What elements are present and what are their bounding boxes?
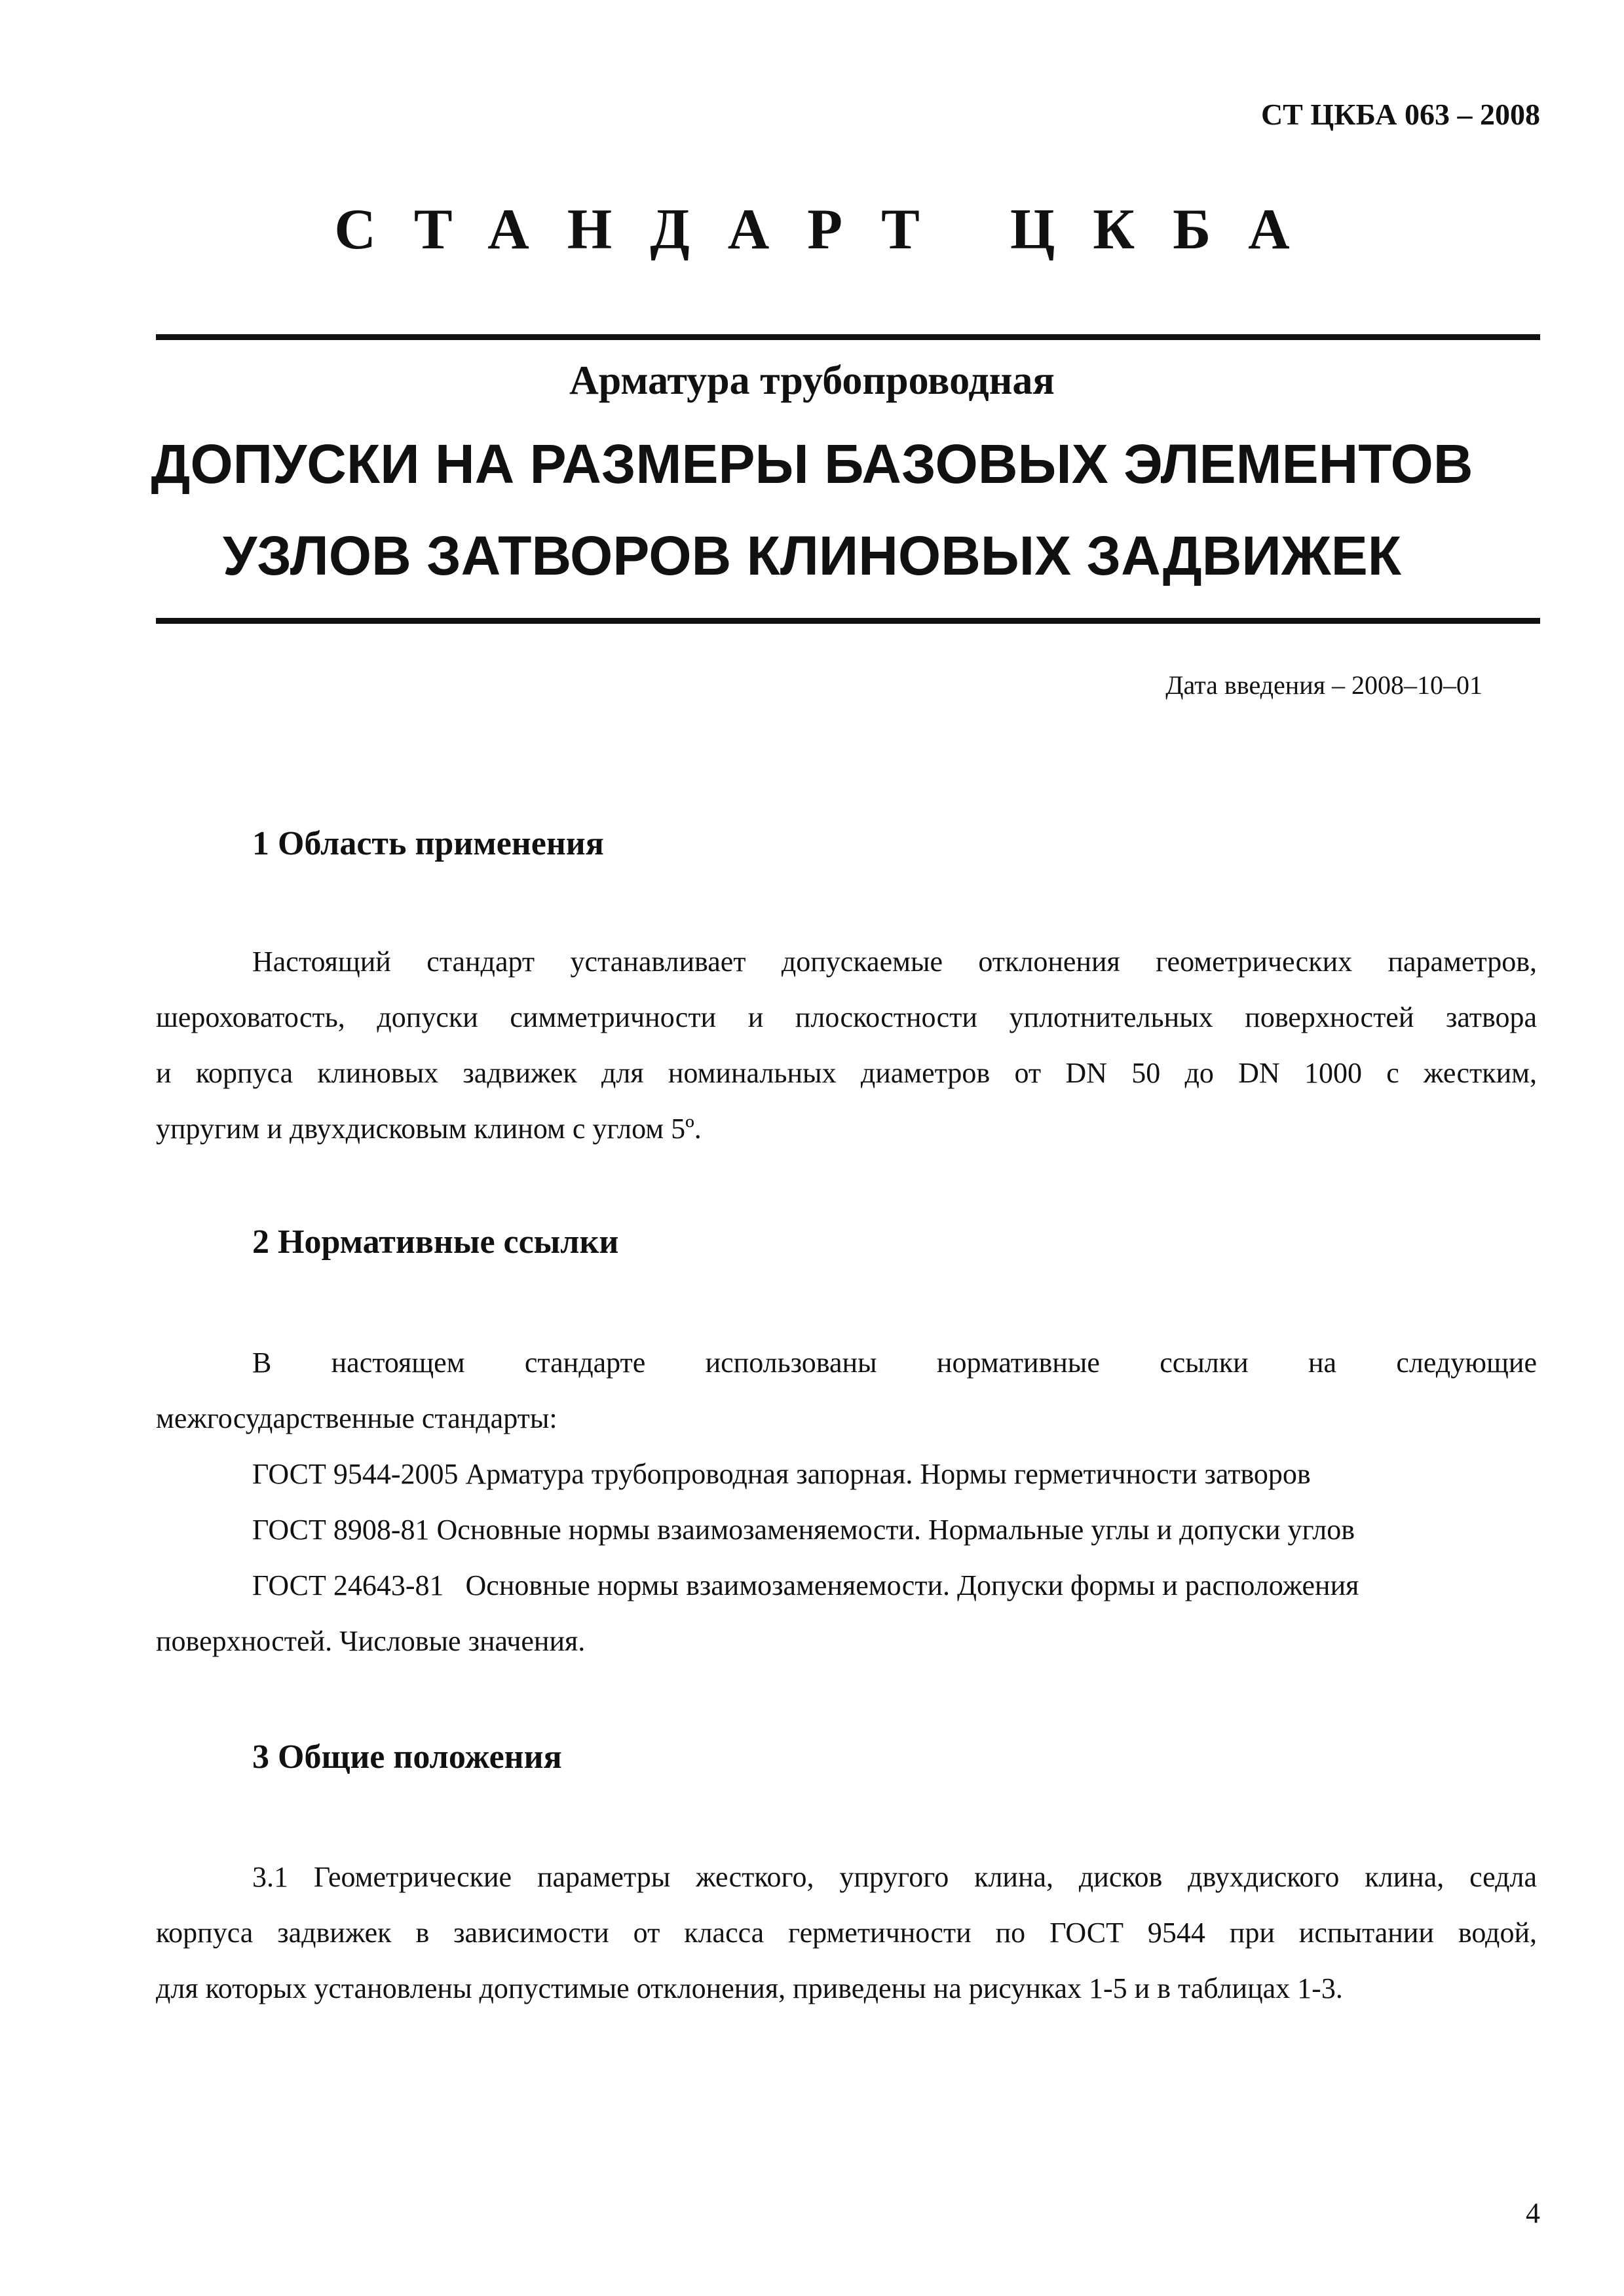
section-heading-scope: 1 Область применения bbox=[252, 825, 604, 862]
scope-paragraph-line: шероховатость, допуски симметричности и плоскостности уплотнительных поверхностей затвора bbox=[156, 1001, 1537, 1033]
scope-paragraph-line: и корпуса клиновых задвижек для номинальных диаметров от DN 50 до DN 1000 с жестким, bbox=[156, 1057, 1537, 1089]
normative-reference-continuation: поверхностей. Числовые значения. bbox=[156, 1625, 586, 1657]
main-title-line-1: ДОПУСКИ НА РАЗМЕРЫ БАЗОВЫХ ЭЛЕМЕНТОВ bbox=[151, 433, 1473, 495]
general-paragraph-line: для которых установлены допустимые отклонения, приведены на рисунках 1-5 и в таблицах 1-3. bbox=[156, 1972, 1343, 2004]
scope-paragraph-line: Настоящий стандарт устанавливает допускаемые отклонения геометрических параметров, bbox=[252, 946, 1537, 978]
title-top-rule bbox=[156, 334, 1540, 340]
introduction-date: Дата введения – 2008–10–01 bbox=[1165, 670, 1482, 700]
document-subtitle: Арматура трубопроводная bbox=[569, 358, 1055, 403]
scope-paragraph-line: упругим и двухдисковым клином с углом 5º. bbox=[156, 1113, 702, 1145]
references-intro-line: межгосударственные стандарты: bbox=[156, 1402, 557, 1434]
page-number: 4 bbox=[1526, 2197, 1540, 2229]
standard-title: СТАНДАРТ ЦКБА bbox=[334, 198, 1328, 261]
section-heading-general: 3 Общие положения bbox=[252, 1738, 562, 1776]
general-paragraph-line: 3.1 Геометрические параметры жесткого, упругого клина, дисков двухдиского клина, седла bbox=[252, 1861, 1537, 1893]
title-bottom-rule bbox=[156, 618, 1540, 624]
section-heading-references: 2 Нормативные ссылки bbox=[252, 1223, 619, 1261]
document-code: СТ ЦКБА 063 – 2008 bbox=[1260, 98, 1540, 131]
general-paragraph-line: корпуса задвижек в зависимости от класса герметичности по ГОСТ 9544 при испытании водой, bbox=[156, 1917, 1537, 1949]
normative-reference-item: ГОСТ 24643-81 Основные нормы взаимозаменяемости. Допуски формы и расположения bbox=[252, 1569, 1359, 1601]
references-intro-line: В настоящем стандарте использованы нормативные ссылки на следующие bbox=[252, 1347, 1537, 1379]
main-title-line-2: УЗЛОВ ЗАТВОРОВ КЛИНОВЫХ ЗАДВИЖЕК bbox=[223, 525, 1401, 586]
normative-reference-item: ГОСТ 9544-2005 Арматура трубопроводная запорная. Нормы герметичности затворов bbox=[252, 1458, 1311, 1490]
normative-reference-item: ГОСТ 8908-81 Основные нормы взаимозаменяемости. Нормальные углы и допуски углов bbox=[252, 1514, 1355, 1546]
